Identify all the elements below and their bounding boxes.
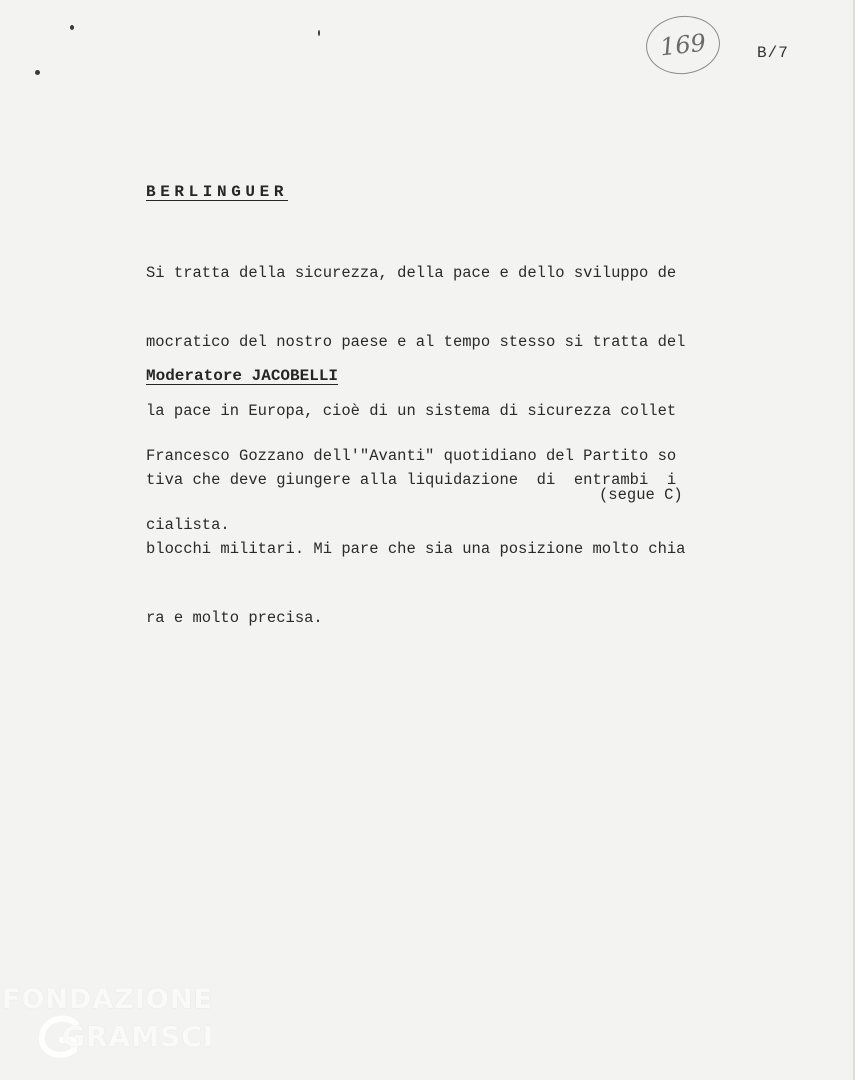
text-line: la pace in Europa, cioè di un sistema di sicurezza collet (146, 402, 677, 420)
ink-speck (35, 70, 40, 75)
watermark-line-2: GRAMSCI (62, 1020, 215, 1053)
watermark-logo (2, 984, 232, 1074)
document-reference: B/7 (757, 44, 789, 62)
speech-paragraph (146, 399, 676, 583)
text-line: tiva che deve giungere alla liquidazione di entrambi i (146, 471, 677, 489)
text-line: mocratico del nostro paese e al tempo stesso si tratta del (146, 333, 686, 351)
text-line: cialista. (146, 516, 230, 534)
text-line: ra e molto precisa. (146, 609, 323, 627)
ink-speck (70, 25, 74, 30)
speaker-heading: Moderatore JACOBELLI (146, 367, 339, 385)
text-line: Si tratta della sicurezza, della pace e dello sviluppo de (146, 264, 677, 282)
speaker-heading: BERLINGUER (146, 183, 289, 201)
text-line: blocchi militari. Mi pare che sia una posizione molto chia (146, 540, 686, 558)
continuation-note: (segue C) (599, 486, 683, 504)
page-number: 169 (658, 28, 708, 62)
ink-speck (318, 30, 320, 36)
text-line: Francesco Gozzano dell'"Avanti" quotidiano del Partito so (146, 447, 677, 465)
watermark-line-1: FONDAZIONE (2, 984, 213, 1015)
handwritten-page-number (643, 12, 723, 77)
